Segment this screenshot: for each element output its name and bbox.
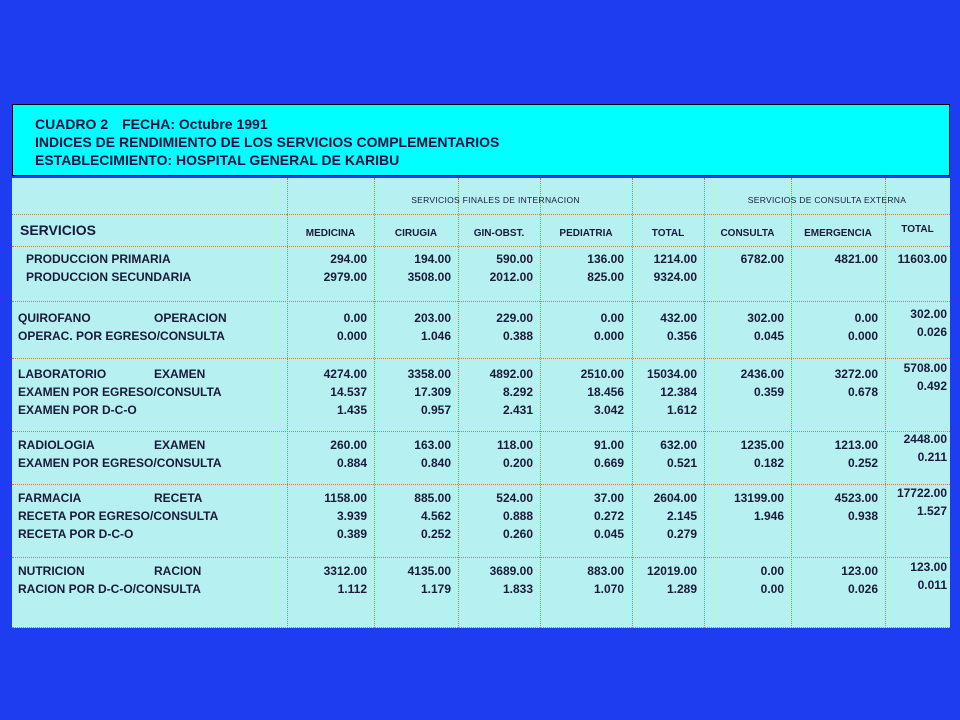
cell-value: 0.389 (336, 527, 367, 541)
cell-value: 17.309 (414, 385, 451, 399)
row-label: EXAMEN POR EGRESO/CONSULTA (18, 385, 222, 399)
cell-value: 229.00 (496, 311, 533, 325)
cell-value: 1158.00 (324, 491, 367, 505)
table-cell (898, 250, 947, 268)
cell-value: 294.00 (330, 252, 367, 266)
cell-value: 37.00 (593, 491, 624, 505)
table-cell (654, 489, 697, 543)
cell-value: 2979.00 (323, 270, 367, 284)
grid-line (12, 557, 950, 558)
col-header-total: TOTAL (651, 228, 685, 239)
row-label-block (26, 250, 191, 286)
cell-value: 123.00 (841, 564, 878, 578)
cell-value: 1.112 (337, 582, 367, 596)
cell-value: 12019.00 (646, 564, 697, 578)
table-cell (587, 562, 624, 598)
cell-value: 1.179 (420, 582, 451, 596)
cell-value: 0.182 (753, 456, 784, 470)
cell-value: 0.359 (753, 385, 784, 399)
cell-value: 883.00 (587, 564, 624, 578)
table-cell (647, 365, 697, 419)
table-cell (337, 309, 367, 345)
table-cell (654, 250, 697, 286)
cell-value: 1213.00 (834, 438, 878, 452)
table-cell (741, 250, 784, 268)
cell-value: 1.833 (502, 582, 533, 596)
table-cell (408, 365, 451, 419)
cell-value: 9324.00 (653, 270, 697, 284)
row-unit: OPERACION (154, 311, 227, 325)
cell-value: 0.938 (847, 509, 878, 523)
table-cell (835, 436, 878, 472)
cell-value: 2.431 (502, 403, 533, 417)
table-cell (490, 562, 533, 598)
cell-value: 885.00 (414, 491, 451, 505)
cell-value: 11603.00 (897, 252, 947, 266)
cell-value: 2436.00 (740, 367, 784, 381)
cell-value: 524.00 (496, 491, 533, 505)
table-cell (324, 489, 367, 543)
cell-value: 91.00 (593, 438, 624, 452)
col-header-servicios: SERVICIOS (20, 222, 96, 238)
report-subtitle: INDICES DE RENDIMIENTO DE LOS SERVICIOS COMPLEMENTARIOS (35, 134, 500, 150)
cell-value: 0.000 (593, 329, 624, 343)
cell-value: 1.289 (666, 582, 697, 596)
grid-line (12, 627, 950, 628)
table-cell (647, 562, 697, 598)
cell-value: 118.00 (496, 438, 533, 452)
row-unit: RECETA (154, 491, 203, 505)
cell-value: 0.00 (854, 311, 878, 325)
cell-value: 1.046 (420, 329, 451, 343)
cell-value: 4821.00 (834, 252, 878, 266)
table-cell (904, 359, 947, 395)
establishment-label: ESTABLECIMIENTO: HOSPITAL GENERAL DE KARIBU (35, 152, 400, 168)
cell-value: 2.145 (666, 509, 697, 523)
cell-value: 0.521 (666, 456, 697, 470)
row-label: RACION POR D-C-O/CONSULTA (18, 582, 201, 596)
cell-value: 163.00 (414, 438, 451, 452)
cell-value: 0.888 (502, 509, 533, 523)
cell-value: 0.252 (420, 527, 451, 541)
table-cell (414, 489, 451, 543)
table-cell (594, 489, 624, 543)
cell-value: 4892.00 (489, 367, 533, 381)
cell-value: 1214.00 (653, 252, 697, 266)
cell-value: 4523.00 (834, 491, 878, 505)
cell-value: 4.562 (420, 509, 451, 523)
cell-value: 123.00 (910, 560, 947, 574)
row-label: RECETA POR D-C-O (18, 527, 134, 541)
table-cell (741, 365, 784, 401)
cell-value: 302.00 (747, 311, 784, 325)
cell-value: 0.026 (847, 582, 878, 596)
cell-value: 3689.00 (489, 564, 533, 578)
table-cell (835, 250, 878, 268)
table-cell (734, 489, 784, 525)
table-cell (414, 436, 451, 472)
table-cell (324, 250, 367, 286)
table-cell (910, 305, 947, 341)
cell-value: 5708.00 (903, 361, 947, 375)
cell-value: 17722.00 (896, 486, 947, 500)
col-header-emergencia: EMERGENCIA (804, 228, 872, 239)
group-header-internacion: SERVICIOS FINALES DE INTERNACION (411, 195, 580, 205)
table-cell (408, 250, 451, 286)
indices-table (12, 178, 950, 628)
fecha-label: FECHA: Octubre 1991 (122, 116, 268, 132)
table-cell (848, 309, 878, 345)
cell-value: 825.00 (587, 270, 624, 284)
report-title (35, 115, 949, 133)
col-header-total-general: TOTAL (901, 224, 934, 235)
cell-value: 0.011 (917, 578, 947, 592)
row-label: PRODUCCION PRIMARIA (26, 252, 171, 266)
cell-value: 136.00 (587, 252, 624, 266)
cell-value: 0.00 (760, 564, 784, 578)
col-header-medicina: MEDICINA (305, 228, 356, 239)
table-cell (587, 250, 624, 286)
grid-line (12, 431, 950, 432)
table-cell (835, 489, 878, 525)
table-cell (581, 365, 624, 419)
row-label: NUTRICION (18, 564, 85, 578)
cell-value: 2510.00 (580, 367, 624, 381)
cell-value: 0.492 (916, 379, 947, 393)
cell-value: 0.045 (593, 527, 624, 541)
row-label: EXAMEN POR D-C-O (18, 403, 137, 417)
cell-value: 0.026 (916, 325, 947, 339)
cell-value: 260.00 (330, 438, 367, 452)
table-cell (594, 309, 624, 345)
row-unit: EXAMEN (154, 438, 206, 452)
cell-value: 12.384 (660, 385, 697, 399)
cell-value: 3272.00 (834, 367, 878, 381)
cell-value: 3312.00 (323, 564, 367, 578)
table-cell (330, 436, 367, 472)
row-label: RECETA POR EGRESO/CONSULTA (18, 509, 219, 523)
col-header-pediatria: PEDIATRIA (559, 228, 613, 239)
row-unit: RACION (154, 564, 202, 578)
table-cell (324, 562, 367, 598)
table-cell (910, 558, 947, 594)
cell-value: 0.211 (917, 450, 947, 464)
cell-value: 0.260 (502, 527, 533, 541)
cell-value: 0.957 (420, 403, 451, 417)
grid-line (12, 301, 950, 302)
cell-value: 18.456 (587, 385, 624, 399)
table-cell (490, 365, 533, 419)
cell-value: 0.045 (753, 329, 784, 343)
table-cell (660, 436, 697, 472)
cell-value: 0.279 (666, 527, 697, 541)
cell-value: 3358.00 (407, 367, 451, 381)
grid-line (12, 358, 950, 359)
cell-value: 1.612 (666, 403, 697, 417)
cell-value: 0.00 (760, 582, 784, 596)
table-cell (904, 430, 947, 466)
cell-value: 4135.00 (407, 564, 451, 578)
cell-value: 2012.00 (489, 270, 533, 284)
table-cell (324, 365, 367, 419)
row-label: LABORATORIO (18, 367, 107, 381)
col-header-consulta: CONSULTA (720, 228, 775, 239)
cell-value: 3.042 (593, 403, 624, 417)
table-cell (414, 309, 451, 345)
cell-value: 0.00 (343, 311, 367, 325)
cell-value: 6782.00 (740, 252, 784, 266)
table-cell (841, 562, 878, 598)
row-unit: EXAMEN (154, 367, 206, 381)
row-label: QUIROFANO (18, 311, 91, 325)
cell-value: 0.840 (420, 456, 451, 470)
row-label: FARMACIA (18, 491, 82, 505)
cuadro-label: CUADRO 2 (35, 116, 109, 132)
cell-value: 1.527 (916, 504, 947, 518)
grid-line (287, 214, 950, 215)
row-label: OPERAC. POR EGRESO/CONSULTA (18, 329, 225, 343)
cell-value: 203.00 (414, 311, 451, 325)
col-header-cirugia: CIRUGIA (394, 228, 438, 239)
cell-value: 1.070 (593, 582, 624, 596)
cell-value: 2448.00 (903, 432, 947, 446)
cell-value: 0.000 (336, 329, 367, 343)
table-cell (496, 489, 533, 543)
cell-value: 1.946 (753, 509, 784, 523)
cell-value: 0.388 (502, 329, 533, 343)
cell-value: 8.292 (502, 385, 533, 399)
row-label: EXAMEN POR EGRESO/CONSULTA (18, 456, 222, 470)
cell-value: 0.669 (593, 456, 624, 470)
cell-value: 3.939 (336, 509, 367, 523)
table-cell (747, 309, 784, 345)
report-header (12, 104, 950, 176)
grid-line (12, 246, 950, 247)
table-cell (897, 484, 947, 520)
cell-value: 0.00 (600, 311, 624, 325)
table-cell (594, 436, 624, 472)
group-header-consulta: SERVICIOS DE CONSULTA EXTERNA (747, 195, 907, 205)
table-cell (660, 309, 697, 345)
cell-value: 1235.00 (740, 438, 784, 452)
cell-value: 302.00 (910, 307, 947, 321)
row-label: RADIOLOGIA (18, 438, 95, 452)
cell-value: 0.272 (593, 509, 624, 523)
table-cell (497, 436, 533, 472)
col-header-gin-obst: GIN-OBST. (473, 228, 525, 239)
table-cell (496, 309, 533, 345)
grid-line (12, 484, 950, 485)
cell-value: 632.00 (660, 438, 697, 452)
cell-value: 0.678 (847, 385, 878, 399)
cell-value: 15034.00 (646, 367, 697, 381)
cell-value: 13199.00 (733, 491, 784, 505)
cell-value: 0.356 (666, 329, 697, 343)
row-label: PRODUCCION SECUNDARIA (26, 270, 192, 284)
cell-value: 4274.00 (323, 367, 367, 381)
cell-value: 432.00 (660, 311, 697, 325)
table-cell (490, 250, 533, 286)
cell-value: 194.00 (414, 252, 451, 266)
cell-value: 3508.00 (407, 270, 451, 284)
cell-value: 0.200 (502, 456, 533, 470)
cell-value: 590.00 (496, 252, 533, 266)
cell-value: 0.884 (336, 456, 367, 470)
table-cell (761, 562, 784, 598)
cell-value: 1.435 (336, 403, 367, 417)
table-cell (835, 365, 878, 401)
cell-value: 2604.00 (653, 491, 697, 505)
cell-value: 0.000 (847, 329, 878, 343)
cell-value: 14.537 (330, 385, 367, 399)
table-cell (741, 436, 784, 472)
grid-line (12, 214, 287, 215)
table-cell (408, 562, 451, 598)
cell-value: 0.252 (847, 456, 878, 470)
